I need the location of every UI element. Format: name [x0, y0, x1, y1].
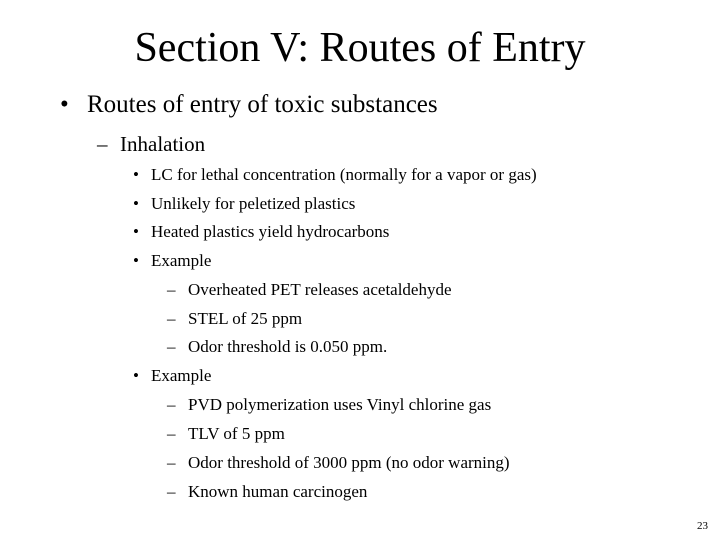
level2-text: Inhalation	[120, 132, 206, 156]
dash-icon: –	[167, 337, 176, 356]
item-text: Unlikely for peletized plastics	[151, 194, 356, 213]
sub-list-item	[167, 279, 452, 301]
bullet-icon: •	[133, 366, 139, 385]
bullet-icon: •	[133, 194, 139, 213]
item-text: Heated plastics yield hydrocarbons	[151, 222, 390, 241]
dash-icon: –	[167, 482, 176, 501]
sub-item-text: STEL of 25 ppm	[188, 309, 303, 328]
sub-item-text: TLV of 5 ppm	[188, 424, 285, 443]
sub-item-text: Overheated PET releases acetaldehyde	[188, 280, 452, 299]
dash-icon: –	[167, 395, 176, 414]
sub-list-item	[167, 394, 491, 416]
list-item	[133, 164, 537, 186]
list-item	[133, 193, 355, 215]
sub-item-text: PVD polymerization uses Vinyl chlorine gas	[188, 395, 492, 414]
sub-item-text: Odor threshold of 3000 ppm (no odor warning)	[188, 453, 510, 472]
sub-list-item	[167, 308, 302, 330]
list-item	[133, 365, 211, 387]
bullet-icon: •	[133, 165, 139, 184]
item-text: Example	[151, 366, 212, 385]
level2-dash-item	[97, 131, 205, 157]
dash-icon: –	[167, 453, 176, 472]
list-item	[133, 250, 211, 272]
item-text: Example	[151, 251, 212, 270]
dash-icon: –	[167, 309, 176, 328]
sub-list-item	[167, 452, 510, 474]
dash-icon: –	[97, 132, 108, 156]
bullet-icon: •	[133, 222, 139, 241]
dash-icon: –	[167, 280, 176, 299]
dash-icon: –	[167, 424, 176, 443]
sub-item-text: Known human carcinogen	[188, 482, 368, 501]
level1-text: Routes of entry of toxic substances	[87, 91, 438, 118]
item-text: LC for lethal concentration (normally for a vapor or gas)	[151, 165, 537, 184]
sub-list-item	[167, 423, 285, 445]
sub-list-item	[167, 336, 387, 358]
bullet-icon: •	[133, 251, 139, 270]
list-item	[133, 221, 389, 243]
sub-item-text: Odor threshold is 0.050 ppm.	[188, 337, 388, 356]
bullet-icon: •	[60, 91, 69, 118]
page-number: 23	[697, 520, 708, 532]
sub-list-item	[167, 481, 367, 503]
slide-title: Section V: Routes of Entry	[134, 25, 586, 71]
level1-bullet-item	[60, 90, 438, 120]
